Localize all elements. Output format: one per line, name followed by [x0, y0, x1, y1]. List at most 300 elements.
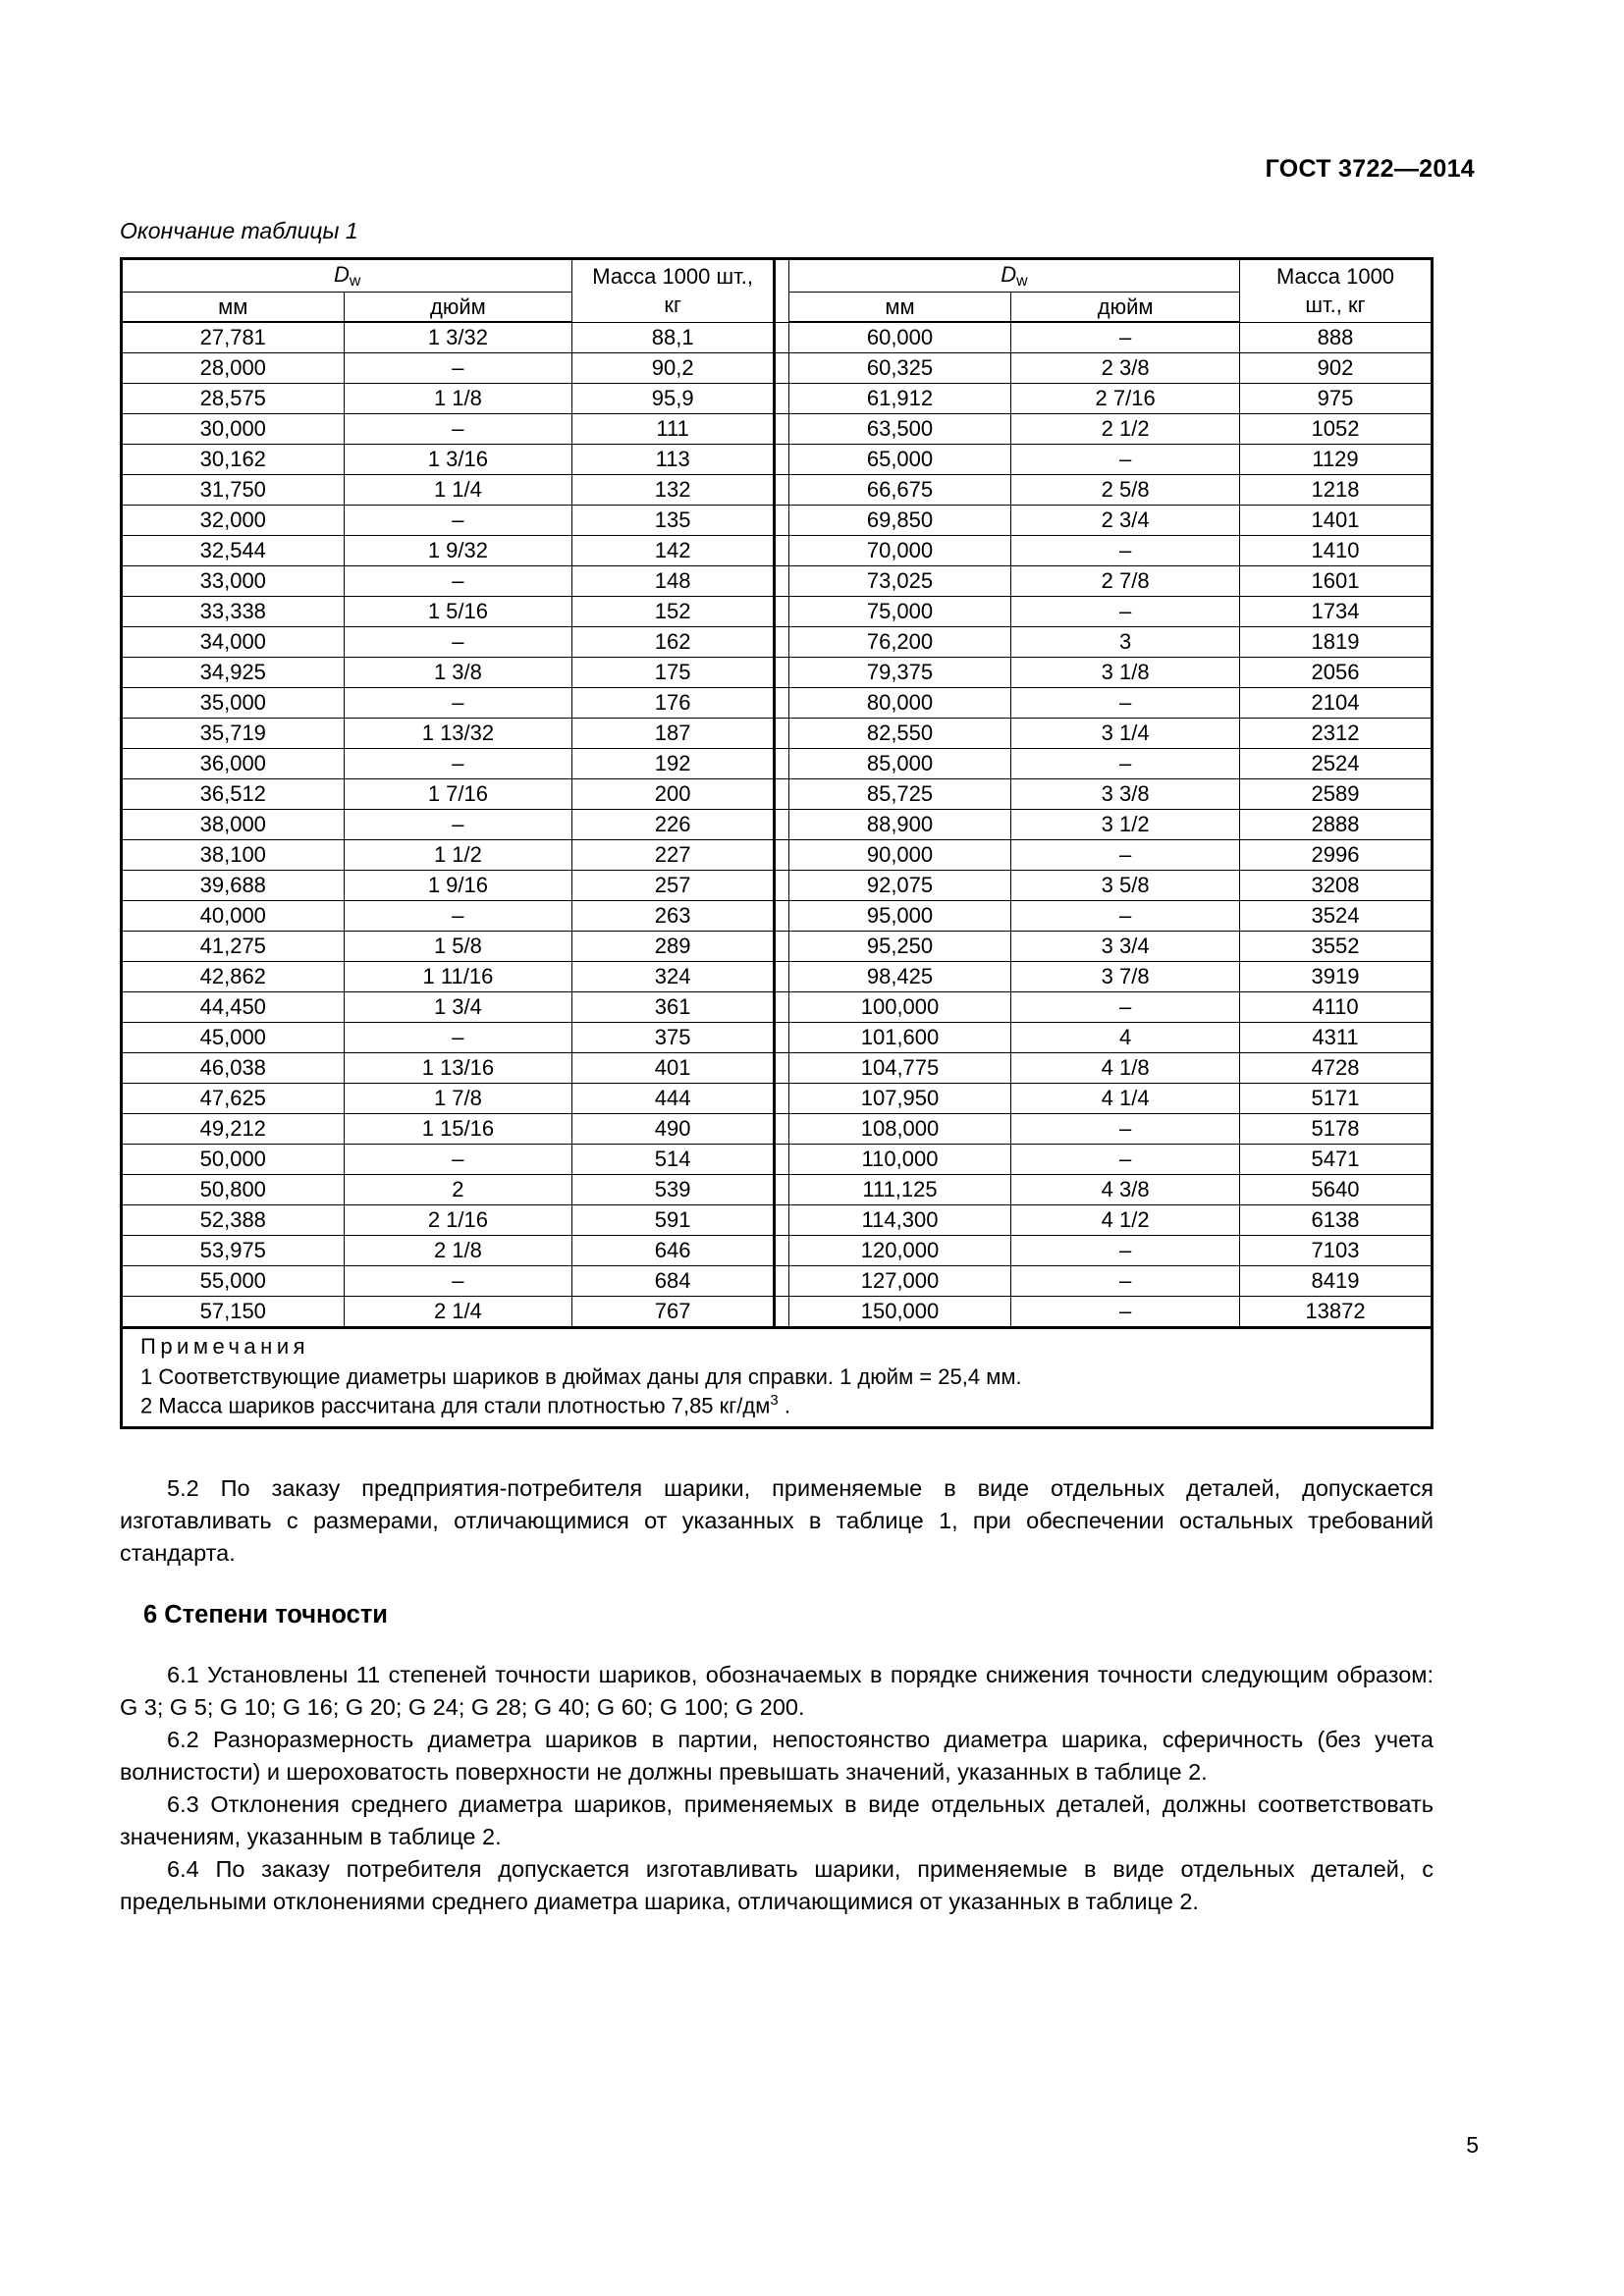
- cell-mass-left: 142: [572, 536, 775, 566]
- cell-inch-left: –: [344, 414, 572, 445]
- cell-mass-left: 539: [572, 1175, 775, 1205]
- cell-gap: [775, 810, 789, 840]
- dw-symbol-right: D: [1001, 262, 1017, 287]
- cell-inch-right: –: [1011, 840, 1240, 871]
- cell-mm-right: 110,000: [788, 1145, 1011, 1175]
- cell-mass-left: 200: [572, 779, 775, 810]
- cell-mass-left: 227: [572, 840, 775, 871]
- cell-gap: [775, 1053, 789, 1084]
- table-row: [122, 475, 1433, 506]
- cell-gap: [775, 566, 789, 597]
- cell-inch-left: 1 5/8: [344, 932, 572, 962]
- cell-mm-left: 46,038: [122, 1053, 345, 1084]
- cell-mass-left: 88,1: [572, 322, 775, 353]
- table-row: [122, 597, 1433, 627]
- cell-mm-left: 34,925: [122, 658, 345, 688]
- cell-inch-left: –: [344, 506, 572, 536]
- cell-gap: [775, 445, 789, 475]
- table-row: [122, 384, 1433, 414]
- cell-inch-left: 2 1/8: [344, 1236, 572, 1266]
- cell-inch-right: 2 7/16: [1011, 384, 1240, 414]
- cell-inch-right: 2 7/8: [1011, 566, 1240, 597]
- cell-mm-left: 33,000: [122, 566, 345, 597]
- cell-gap: [775, 901, 789, 932]
- table-row: [122, 779, 1433, 810]
- cell-mass-left: 135: [572, 506, 775, 536]
- cell-mass-left: 514: [572, 1145, 775, 1175]
- cell-inch-right: –: [1011, 536, 1240, 566]
- cell-inch-right: –: [1011, 901, 1240, 932]
- cell-mass-left: 646: [572, 1236, 775, 1266]
- cell-gap: [775, 414, 789, 445]
- table-row: [122, 1023, 1433, 1053]
- cell-mass-right: 2524: [1240, 749, 1433, 779]
- cell-gap: [775, 627, 789, 658]
- cell-mass-right: 1734: [1240, 597, 1433, 627]
- cell-mass-right: 7103: [1240, 1236, 1433, 1266]
- table-row: [122, 992, 1433, 1023]
- cell-inch-left: 1 11/16: [344, 962, 572, 992]
- cell-inch-right: 3 5/8: [1011, 871, 1240, 901]
- cell-inch-left: 1 3/16: [344, 445, 572, 475]
- note-2-text: 2 Масса шариков рассчитана для стали плотностью 7,85 кг/дм: [140, 1393, 771, 1418]
- cell-mm-left: 33,338: [122, 597, 345, 627]
- cell-mass-right: 1052: [1240, 414, 1433, 445]
- cell-mass-left: 132: [572, 475, 775, 506]
- paragraph-6-1: 6.1 Установлены 11 степеней точности шариков, обозначаемых в порядке снижения точности следующим образом: G 3; G 5; G 10; G 16; G 20; G 24; G 28; G 40; G 60; G 100; G 200.: [120, 1662, 1434, 1720]
- cell-mass-left: 444: [572, 1084, 775, 1114]
- note-1: 1 Соответствующие диаметры шариков в дюймах даны для справки. 1 дюйм = 25,4 мм.: [140, 1363, 1022, 1389]
- cell-inch-left: 2 1/16: [344, 1205, 572, 1236]
- cell-inch-right: –: [1011, 1297, 1240, 1328]
- cell-mm-left: 34,000: [122, 627, 345, 658]
- cell-mm-left: 35,000: [122, 688, 345, 719]
- table-row: [122, 506, 1433, 536]
- table-row: [122, 414, 1433, 445]
- cell-inch-right: 4: [1011, 1023, 1240, 1053]
- cell-mass-left: 187: [572, 719, 775, 749]
- cell-inch-right: 4 1/8: [1011, 1053, 1240, 1084]
- cell-mm-right: 88,900: [788, 810, 1011, 840]
- cell-inch-right: 3: [1011, 627, 1240, 658]
- cell-inch-left: 1 7/8: [344, 1084, 572, 1114]
- cell-mass-left: 263: [572, 901, 775, 932]
- cell-mass-right: 4311: [1240, 1023, 1433, 1053]
- cell-mass-left: 361: [572, 992, 775, 1023]
- cell-mm-left: 45,000: [122, 1023, 345, 1053]
- note-2-tail: .: [778, 1393, 790, 1418]
- cell-mm-left: 41,275: [122, 932, 345, 962]
- cell-mass-right: 3919: [1240, 962, 1433, 992]
- table-body: [122, 322, 1433, 1328]
- cell-mm-right: 120,000: [788, 1236, 1011, 1266]
- cell-inch-right: 3 1/8: [1011, 658, 1240, 688]
- table-row: [122, 322, 1433, 353]
- cell-inch-right: 3 1/2: [1011, 810, 1240, 840]
- running-header-standard-number: ГОСТ 3722—2014: [1265, 155, 1475, 183]
- cell-mass-left: 289: [572, 932, 775, 962]
- cell-mm-left: 38,100: [122, 840, 345, 871]
- cell-inch-right: 4 1/4: [1011, 1084, 1240, 1114]
- cell-mass-right: 1819: [1240, 627, 1433, 658]
- cell-mm-left: 38,000: [122, 810, 345, 840]
- cell-gap: [775, 871, 789, 901]
- cell-mm-right: 70,000: [788, 536, 1011, 566]
- cell-mass-right: 1401: [1240, 506, 1433, 536]
- cell-mass-left: 192: [572, 749, 775, 779]
- cell-inch-right: –: [1011, 688, 1240, 719]
- cell-gap: [775, 840, 789, 871]
- cell-mm-right: 107,950: [788, 1084, 1011, 1114]
- cell-inch-right: 2 3/8: [1011, 353, 1240, 384]
- cell-mm-right: 95,000: [788, 901, 1011, 932]
- cell-mm-right: 100,000: [788, 992, 1011, 1023]
- cell-mm-left: 31,750: [122, 475, 345, 506]
- cell-inch-left: 1 3/32: [344, 322, 572, 353]
- cell-inch-left: –: [344, 1023, 572, 1053]
- cell-gap: [775, 1175, 789, 1205]
- cell-gap: [775, 322, 789, 353]
- cell-mass-right: 13872: [1240, 1297, 1433, 1328]
- table-row: [122, 536, 1433, 566]
- cell-inch-left: –: [344, 1266, 572, 1297]
- cell-gap: [775, 1297, 789, 1328]
- cell-mm-right: 114,300: [788, 1205, 1011, 1236]
- cell-gap: [775, 992, 789, 1023]
- cell-gap: [775, 1236, 789, 1266]
- cell-mass-right: 5171: [1240, 1084, 1433, 1114]
- cell-mass-right: 3208: [1240, 871, 1433, 901]
- cell-mass-right: 888: [1240, 322, 1433, 353]
- cell-mass-right: 975: [1240, 384, 1433, 414]
- cell-inch-left: 2 1/4: [344, 1297, 572, 1328]
- cell-mass-right: 1601: [1240, 566, 1433, 597]
- cell-gap: [775, 749, 789, 779]
- cell-mm-right: 79,375: [788, 658, 1011, 688]
- cell-inch-left: 1 3/8: [344, 658, 572, 688]
- table-row: [122, 901, 1433, 932]
- cell-mm-right: 66,675: [788, 475, 1011, 506]
- cell-inch-left: –: [344, 688, 572, 719]
- cell-mass-right: 5640: [1240, 1175, 1433, 1205]
- cell-gap: [775, 962, 789, 992]
- cell-mm-right: 60,000: [788, 322, 1011, 353]
- cell-inch-right: –: [1011, 749, 1240, 779]
- cell-inch-left: 1 1/8: [344, 384, 572, 414]
- header-mass-right-line1: Масса 1000: [1275, 264, 1395, 290]
- cell-inch-right: 2 3/4: [1011, 506, 1240, 536]
- cell-inch-right: 4 3/8: [1011, 1175, 1240, 1205]
- cell-mass-left: 490: [572, 1114, 775, 1145]
- cell-mass-right: 2888: [1240, 810, 1433, 840]
- cell-mm-left: 52,388: [122, 1205, 345, 1236]
- table-row: [122, 1053, 1433, 1084]
- cell-mm-left: 30,162: [122, 445, 345, 475]
- table-foot: [122, 1328, 1433, 1428]
- paragraph-6-4: 6.4 По заказу потребителя допускается изготавливать шарики, применяемые в виде отдельных деталей, с предельными отклонениями среднего диаметра шарика, отличающимися от указанных в таблице 2.: [120, 1856, 1434, 1914]
- cell-mm-left: 42,862: [122, 962, 345, 992]
- cell-mass-left: 324: [572, 962, 775, 992]
- cell-inch-right: –: [1011, 1236, 1240, 1266]
- cell-mass-right: 2104: [1240, 688, 1433, 719]
- cell-mm-right: 76,200: [788, 627, 1011, 658]
- table-row: [122, 932, 1433, 962]
- cell-inch-right: 2 5/8: [1011, 475, 1240, 506]
- cell-mass-right: 6138: [1240, 1205, 1433, 1236]
- cell-mm-right: 69,850: [788, 506, 1011, 536]
- cell-mass-left: 152: [572, 597, 775, 627]
- cell-mm-right: 85,725: [788, 779, 1011, 810]
- cell-inch-left: 1 1/2: [344, 840, 572, 871]
- cell-mass-right: 902: [1240, 353, 1433, 384]
- cell-mm-left: 32,000: [122, 506, 345, 536]
- cell-mm-left: 35,719: [122, 719, 345, 749]
- cell-mm-left: 28,575: [122, 384, 345, 414]
- cell-gap: [775, 779, 789, 810]
- cell-inch-left: –: [344, 353, 572, 384]
- cell-inch-right: –: [1011, 1266, 1240, 1297]
- cell-mass-right: 2996: [1240, 840, 1433, 871]
- cell-mm-right: 75,000: [788, 597, 1011, 627]
- cell-inch-left: –: [344, 566, 572, 597]
- table-row: [122, 627, 1433, 658]
- cell-gap: [775, 658, 789, 688]
- cell-mm-right: 127,000: [788, 1266, 1011, 1297]
- table-row: [122, 445, 1433, 475]
- header-dw-left: [122, 259, 572, 293]
- cell-mm-left: 55,000: [122, 1266, 345, 1297]
- cell-mass-right: 2312: [1240, 719, 1433, 749]
- cell-mass-right: 1410: [1240, 536, 1433, 566]
- cell-mass-left: 176: [572, 688, 775, 719]
- cell-inch-right: 3 3/8: [1011, 779, 1240, 810]
- table-row: [122, 871, 1433, 901]
- cell-mm-right: 80,000: [788, 688, 1011, 719]
- cell-mm-left: 44,450: [122, 992, 345, 1023]
- cell-inch-right: 3 1/4: [1011, 719, 1240, 749]
- cell-inch-left: 1 5/16: [344, 597, 572, 627]
- header-mass-right-line2: шт., кг: [1305, 293, 1366, 318]
- cell-mass-right: 5178: [1240, 1114, 1433, 1145]
- cell-mm-right: 65,000: [788, 445, 1011, 475]
- cell-mm-left: 53,975: [122, 1236, 345, 1266]
- cell-mm-right: 111,125: [788, 1175, 1011, 1205]
- table-head-row-1: [122, 259, 1433, 293]
- cell-mm-left: 49,212: [122, 1114, 345, 1145]
- cell-mm-right: 82,550: [788, 719, 1011, 749]
- cell-inch-left: 1 1/4: [344, 475, 572, 506]
- cell-gap: [775, 353, 789, 384]
- cell-inch-right: –: [1011, 1145, 1240, 1175]
- cell-gap: [775, 506, 789, 536]
- cell-mass-left: 175: [572, 658, 775, 688]
- cell-inch-right: 4 1/2: [1011, 1205, 1240, 1236]
- cell-mass-right: 5471: [1240, 1145, 1433, 1175]
- cell-inch-left: 1 13/16: [344, 1053, 572, 1084]
- cell-inch-left: –: [344, 1145, 572, 1175]
- table-row: [122, 1084, 1433, 1114]
- cell-mm-right: 95,250: [788, 932, 1011, 962]
- table-1-continuation-wrapper: [120, 257, 1434, 1429]
- cell-mass-left: 226: [572, 810, 775, 840]
- cell-mass-left: 767: [572, 1297, 775, 1328]
- cell-inch-right: –: [1011, 322, 1240, 353]
- cell-gap: [775, 719, 789, 749]
- cell-mm-left: 30,000: [122, 414, 345, 445]
- table-row: [122, 353, 1433, 384]
- header-inch-right: дюйм: [1011, 293, 1240, 323]
- cell-mm-right: 101,600: [788, 1023, 1011, 1053]
- cell-inch-left: 1 9/32: [344, 536, 572, 566]
- table-row: [122, 1205, 1433, 1236]
- cell-mm-left: 50,000: [122, 1145, 345, 1175]
- cell-mass-left: 257: [572, 871, 775, 901]
- cell-mm-right: 60,325: [788, 353, 1011, 384]
- cell-inch-right: –: [1011, 445, 1240, 475]
- cell-mass-right: 1129: [1240, 445, 1433, 475]
- cell-mm-left: 36,512: [122, 779, 345, 810]
- cell-gap: [775, 1205, 789, 1236]
- cell-mm-left: 47,625: [122, 1084, 345, 1114]
- cell-mass-left: 90,2: [572, 353, 775, 384]
- cell-inch-right: –: [1011, 597, 1240, 627]
- cell-gap: [775, 688, 789, 719]
- cell-gap: [775, 536, 789, 566]
- cell-mm-left: 40,000: [122, 901, 345, 932]
- cell-mass-right: 2589: [1240, 779, 1433, 810]
- cell-gap: [775, 1114, 789, 1145]
- cell-inch-left: –: [344, 627, 572, 658]
- cell-mm-right: 98,425: [788, 962, 1011, 992]
- cell-mass-left: 95,9: [572, 384, 775, 414]
- cell-mass-right: 8419: [1240, 1266, 1433, 1297]
- cell-mass-left: 111: [572, 414, 775, 445]
- cell-gap: [775, 1145, 789, 1175]
- header-mass-right: [1240, 259, 1433, 323]
- cell-mass-right: 1218: [1240, 475, 1433, 506]
- ball-diameter-mass-table: [120, 257, 1434, 1429]
- cell-mass-left: 113: [572, 445, 775, 475]
- cell-inch-left: –: [344, 810, 572, 840]
- table-row: [122, 749, 1433, 779]
- cell-mass-left: 148: [572, 566, 775, 597]
- cell-mass-left: 162: [572, 627, 775, 658]
- cell-mm-left: 32,544: [122, 536, 345, 566]
- cell-inch-left: 2: [344, 1175, 572, 1205]
- cell-mm-right: 150,000: [788, 1297, 1011, 1328]
- header-mm-left: мм: [122, 293, 345, 323]
- cell-mm-right: 104,775: [788, 1053, 1011, 1084]
- table-row: [122, 1266, 1433, 1297]
- cell-mm-right: 85,000: [788, 749, 1011, 779]
- header-mm-right: мм: [788, 293, 1011, 323]
- cell-inch-right: 3 7/8: [1011, 962, 1240, 992]
- cell-mm-left: 57,150: [122, 1297, 345, 1328]
- cell-mass-left: 401: [572, 1053, 775, 1084]
- cell-inch-right: –: [1011, 992, 1240, 1023]
- cell-mm-left: 36,000: [122, 749, 345, 779]
- cell-mm-left: 27,781: [122, 322, 345, 353]
- table-head: [122, 259, 1433, 323]
- table-row: [122, 840, 1433, 871]
- cell-mass-right: 3552: [1240, 932, 1433, 962]
- column-gap-spacer: [775, 259, 789, 323]
- cell-mm-right: 90,000: [788, 840, 1011, 871]
- cell-gap: [775, 475, 789, 506]
- cell-inch-right: 2 1/2: [1011, 414, 1240, 445]
- cell-mm-right: 61,912: [788, 384, 1011, 414]
- paragraph-5-2: 5.2 По заказу предприятия-потребителя шарики, применяемые в виде отдельных деталей, допускается изготавливать с размерами, отличающимися от указанных в таблице 1, при обеспечении остальных требований стандарта.: [120, 1475, 1434, 1566]
- table-row: [122, 658, 1433, 688]
- paragraph-6-3: 6.3 Отклонения среднего диаметра шариков, применяемых в виде отдельных деталей, должны соответствовать значениям, указанным в таблице 2.: [120, 1791, 1434, 1849]
- table-row: [122, 566, 1433, 597]
- cell-inch-left: 1 7/16: [344, 779, 572, 810]
- cell-gap: [775, 384, 789, 414]
- cell-mm-right: 73,025: [788, 566, 1011, 597]
- table-row: [122, 810, 1433, 840]
- body-text-block: [120, 1472, 1434, 1918]
- cell-inch-right: –: [1011, 1114, 1240, 1145]
- cell-mass-left: 684: [572, 1266, 775, 1297]
- table-row: [122, 1145, 1433, 1175]
- paragraph-6-2: 6.2 Разноразмерность диаметра шариков в партии, непостоянство диаметра шарика, сферичность (без учета волнистости) и шероховатость поверхности не должны превышать значений, указанных в таблице 2.: [120, 1727, 1434, 1785]
- table-row: [122, 1297, 1433, 1328]
- cell-mass-right: 4728: [1240, 1053, 1433, 1084]
- cell-mm-right: 63,500: [788, 414, 1011, 445]
- dw-subscript-left: w: [349, 273, 361, 290]
- cell-mm-right: 108,000: [788, 1114, 1011, 1145]
- table-row: [122, 1114, 1433, 1145]
- cell-inch-left: 1 3/4: [344, 992, 572, 1023]
- dw-symbol-left: D: [333, 262, 350, 287]
- cell-inch-left: 1 9/16: [344, 871, 572, 901]
- header-mass-left-line2: кг: [664, 293, 681, 318]
- cell-mass-right: 2056: [1240, 658, 1433, 688]
- table-row: [122, 1236, 1433, 1266]
- cell-inch-left: –: [344, 901, 572, 932]
- cell-gap: [775, 1266, 789, 1297]
- page-number: 5: [1466, 2132, 1479, 2158]
- table-row: [122, 962, 1433, 992]
- table-row: [122, 688, 1433, 719]
- header-mass-left: [572, 259, 775, 323]
- header-mass-left-line1: Масса 1000 шт.,: [592, 264, 754, 290]
- note-2: [140, 1391, 1431, 1420]
- table-caption: Окончание таблицы 1: [120, 218, 358, 243]
- cell-mm-left: 39,688: [122, 871, 345, 901]
- cell-inch-right: 3 3/4: [1011, 932, 1240, 962]
- cell-inch-left: –: [344, 749, 572, 779]
- cell-inch-left: 1 13/32: [344, 719, 572, 749]
- cell-mm-right: 92,075: [788, 871, 1011, 901]
- cell-gap: [775, 932, 789, 962]
- cell-gap: [775, 597, 789, 627]
- header-inch-left: дюйм: [344, 293, 572, 323]
- cell-mass-left: 591: [572, 1205, 775, 1236]
- cell-gap: [775, 1023, 789, 1053]
- cell-inch-left: 1 15/16: [344, 1114, 572, 1145]
- dw-subscript-right: w: [1016, 273, 1028, 290]
- table-row: [122, 1175, 1433, 1205]
- table-row: [122, 719, 1433, 749]
- cell-mm-left: 50,800: [122, 1175, 345, 1205]
- cell-mass-left: 375: [572, 1023, 775, 1053]
- cell-gap: [775, 1084, 789, 1114]
- section-heading-6: 6 Степени точности: [143, 1601, 388, 1629]
- cell-mm-left: 28,000: [122, 353, 345, 384]
- notes-title: Примечания: [140, 1334, 310, 1359]
- header-dw-right: [788, 259, 1239, 293]
